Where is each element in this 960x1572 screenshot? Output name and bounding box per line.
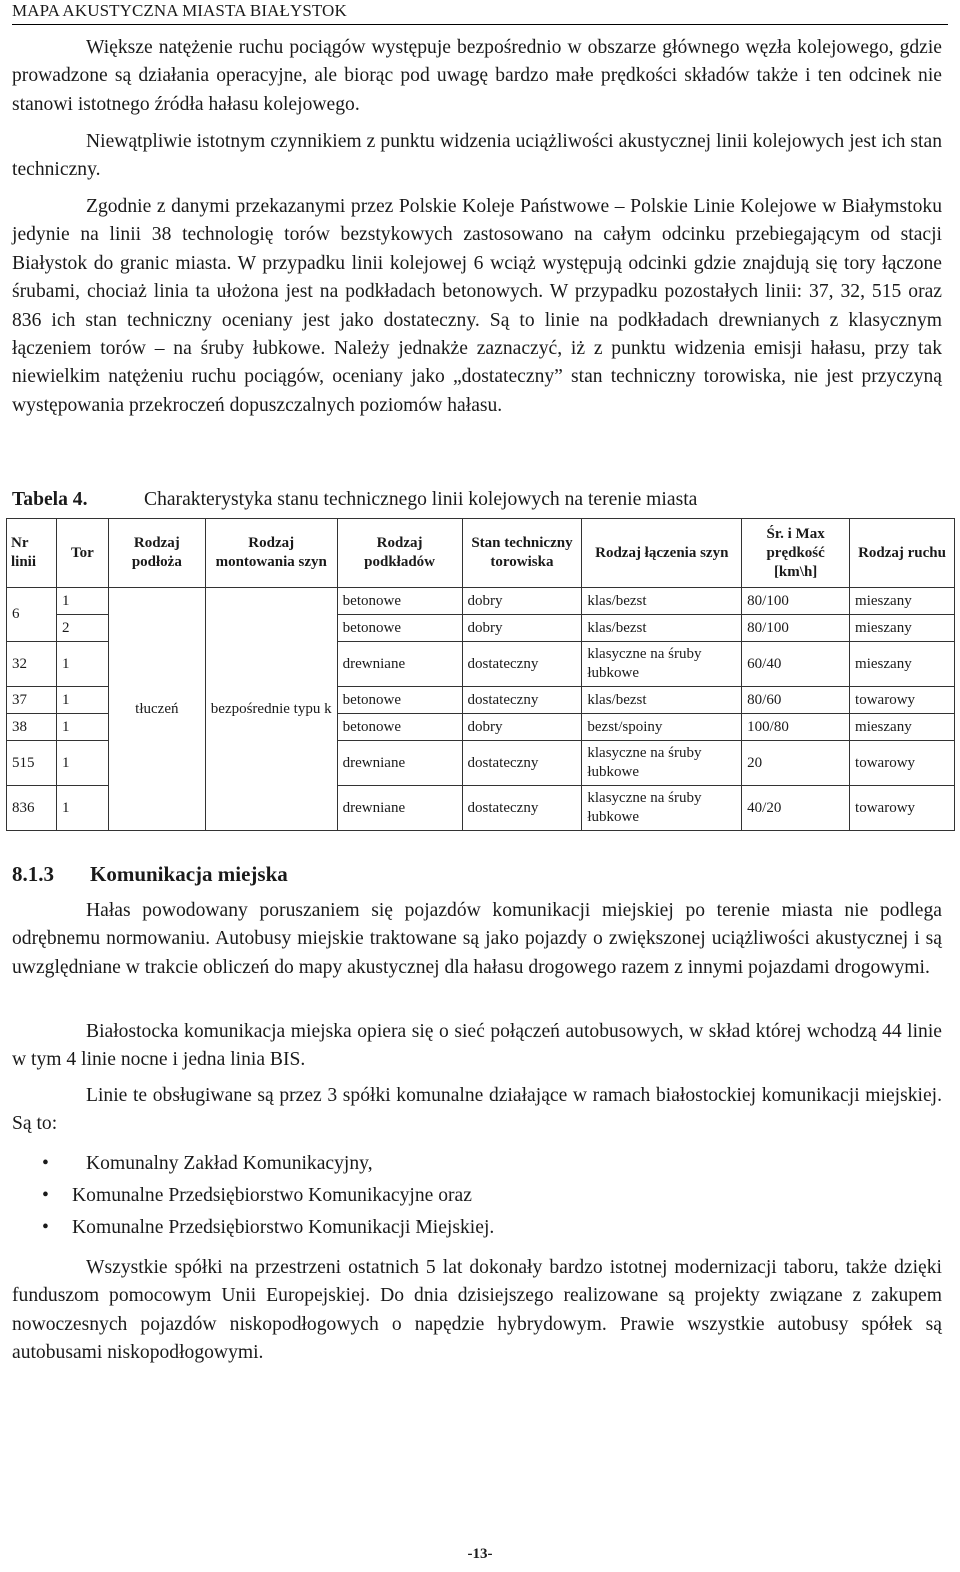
cell-podklady: drewniane [337, 786, 462, 831]
cell-ruch: towarowy [850, 741, 955, 786]
col-header-ruch: Rodzaj ruchu [850, 519, 955, 588]
cell-nr: 37 [7, 687, 57, 714]
cell-laczenie: klasyczne na śruby łubkowe [582, 741, 742, 786]
cell-predkosc: 80/100 [742, 615, 850, 642]
operators-list [0, 1148, 940, 1244]
cell-predkosc: 40/20 [742, 786, 850, 831]
bullet-icon: • [42, 1185, 49, 1206]
cell-podklady: betonowe [337, 615, 462, 642]
cell-nr: 6 [7, 588, 57, 642]
cell-stan: dobry [462, 714, 582, 741]
cell-stan: dostateczny [462, 741, 582, 786]
section-number: 8.1.3 [12, 862, 54, 886]
table-row [7, 588, 955, 615]
col-header-podloze: Rodzaj podłoża [108, 519, 205, 588]
cell-laczenie: klas/bezst [582, 687, 742, 714]
cell-podklady: betonowe [337, 714, 462, 741]
paragraph: Linie te obsługiwane są przez 3 spółki komunalne działające w ramach białostockiej komunikacji miejskiej. Są to: [12, 1085, 942, 1135]
cell-podklady: betonowe [337, 687, 462, 714]
col-header-tor: Tor [56, 519, 108, 588]
table-caption [12, 486, 942, 514]
bullet-icon: • [42, 1217, 49, 1238]
cell-nr: 38 [7, 714, 57, 741]
col-header-stan: Stan techniczny torowiska [462, 519, 582, 588]
cell-ruch: mieszany [850, 615, 955, 642]
table-caption-text: Charakterystyka stanu technicznego linii kolejowych na terenie miasta [144, 489, 698, 510]
cell-stan: dostateczny [462, 687, 582, 714]
cell-stan: dobry [462, 588, 582, 615]
cell-tor: 2 [56, 615, 108, 642]
table-label: Tabela 4. [12, 489, 88, 510]
cell-predkosc: 80/100 [742, 588, 850, 615]
col-header-podklady: Rodzaj podkładów [337, 519, 462, 588]
paragraph: Większe natężenie ruchu pociągów występuje bezpośrednio w obszarze głównego węzła kolejowego, gdzie prowadzone są działania operacyjne, ale biorąc pod uwagę bardzo małe prędkości składów także i ten odcinek nie stanowi istotnego źródła hałasu kolejowego. [12, 37, 942, 115]
cell-tor: 1 [56, 687, 108, 714]
col-header-nr: Nr linii [7, 519, 57, 588]
cell-stan: dobry [462, 615, 582, 642]
cell-laczenie: klasyczne na śruby łubkowe [582, 786, 742, 831]
list-item [0, 1148, 940, 1180]
paragraph: Wszystkie spółki na przestrzeni ostatnich 5 lat dokonały bardzo istotnej modernizacji taboru, także dzięki funduszom pomocowym Unii Europejskiej. Do dnia dzisiejszego realizowane są projekty związane z zakupem nowoczesnych pojazdów niskopodłogowych o napędzie hybrydowym. Prawie wszystkie autobusy spółek są autobusami niskopodłogowymi. [12, 1257, 942, 1364]
cell-stan: dostateczny [462, 786, 582, 831]
cell-tor: 1 [56, 714, 108, 741]
list-item-text: Komunalne Przedsiębiorstwo Komunikacyjne oraz [72, 1185, 472, 1206]
cell-podklady: drewniane [337, 642, 462, 687]
cell-tor: 1 [56, 786, 108, 831]
cell-ruch: mieszany [850, 588, 955, 615]
col-header-laczenie: Rodzaj łączenia szyn [582, 519, 742, 588]
section-heading [12, 860, 288, 888]
cell-predkosc: 60/40 [742, 642, 850, 687]
page-number: -13- [467, 1546, 493, 1562]
section-title: Komunikacja miejska [90, 862, 288, 886]
list-item-text: Komunalne Przedsiębiorstwo Komunikacji Miejskiej. [72, 1217, 495, 1238]
cell-stan: dostateczny [462, 642, 582, 687]
cell-tor: 1 [56, 588, 108, 615]
cell-nr: 32 [7, 642, 57, 687]
cell-podklady: betonowe [337, 588, 462, 615]
cell-ruch: mieszany [850, 642, 955, 687]
cell-predkosc: 100/80 [742, 714, 850, 741]
cell-predkosc: 80/60 [742, 687, 850, 714]
list-item-text: Komunalny Zakład Komunikacyjny, [86, 1153, 373, 1174]
cell-tor: 1 [56, 642, 108, 687]
col-header-predkosc: Śr. i Max prędkość [km\h] [742, 519, 850, 588]
cell-predkosc: 20 [742, 741, 850, 786]
cell-podklady: drewniane [337, 741, 462, 786]
cell-montowanie-shared: bezpośrednie typu k [205, 588, 337, 831]
list-item [0, 1180, 940, 1212]
paragraph: Zgodnie z danymi przekazanymi przez Polskie Koleje Państwowe – Polskie Linie Kolejowe w Białymstoku jedynie na linii 38 technologię torów bezstykowych zastosowano na całym odcinku przebiegającym od stacji Białystok do granic miasta. W przypadku linii kolejowej 6 wciąż występują odcinki gdzie znajdują się tory łączone śrubami, chociaż linia ta ułożona jest na podkładach betonowych. W przypadku pozostałych linii: 37, 32, 515 oraz 836 ich stan techniczny oceniany jest jako dostateczny. Są to linie na podkładach drewnianych z klasycznym łączeniem torów – na śruby łubkowe. Należy jednakże zaznaczyć, iż z punktu widzenia emisji hałasu, przy tak niewielkim natężeniu ruchu pociągów, oceniany jako „dostateczny” stan techniczny torowiska, nie jest przyczyną występowania przekroczeń dopuszczalnych poziomów hałasu. [12, 196, 942, 416]
rail-lines-table [6, 518, 955, 831]
paragraph: Białostocka komunikacja miejska opiera się o sieć połączeń autobusowych, w skład której wchodzą 44 linie w tym 4 linie nocne i jedna linia BIS. [12, 1021, 942, 1071]
bullet-icon: • [42, 1153, 49, 1174]
cell-nr: 836 [7, 786, 57, 831]
cell-tor: 1 [56, 741, 108, 786]
cell-laczenie: klas/bezst [582, 615, 742, 642]
paragraph: Hałas powodowany poruszaniem się pojazdów komunikacji miejskiej po terenie miasta nie podlega odrębnemu normowaniu. Autobusy miejskie traktowane są jako pojazdy o zwiększonej uciążliwości akustycznej i są uwzględniane w trakcie obliczeń do mapy akustycznej dla hałasu drogowego razem z innymi pojazdami drogowymi. [12, 900, 942, 978]
table-header-row [7, 519, 955, 588]
cell-ruch: towarowy [850, 786, 955, 831]
cell-podloze-shared: tłuczeń [108, 588, 205, 831]
list-item [0, 1212, 940, 1244]
running-header: MAPA AKUSTYCZNA MIASTA BIAŁYSTOK [12, 0, 948, 25]
cell-ruch: towarowy [850, 687, 955, 714]
cell-laczenie: bezst/spoiny [582, 714, 742, 741]
cell-nr: 515 [7, 741, 57, 786]
cell-laczenie: klas/bezst [582, 588, 742, 615]
col-header-montowanie: Rodzaj montowania szyn [205, 519, 337, 588]
cell-ruch: mieszany [850, 714, 955, 741]
cell-laczenie: klasyczne na śruby łubkowe [582, 642, 742, 687]
paragraph: Niewątpliwie istotnym czynnikiem z punktu widzenia uciążliwości akustycznej linii kolejowych jest ich stan techniczny. [12, 131, 942, 181]
